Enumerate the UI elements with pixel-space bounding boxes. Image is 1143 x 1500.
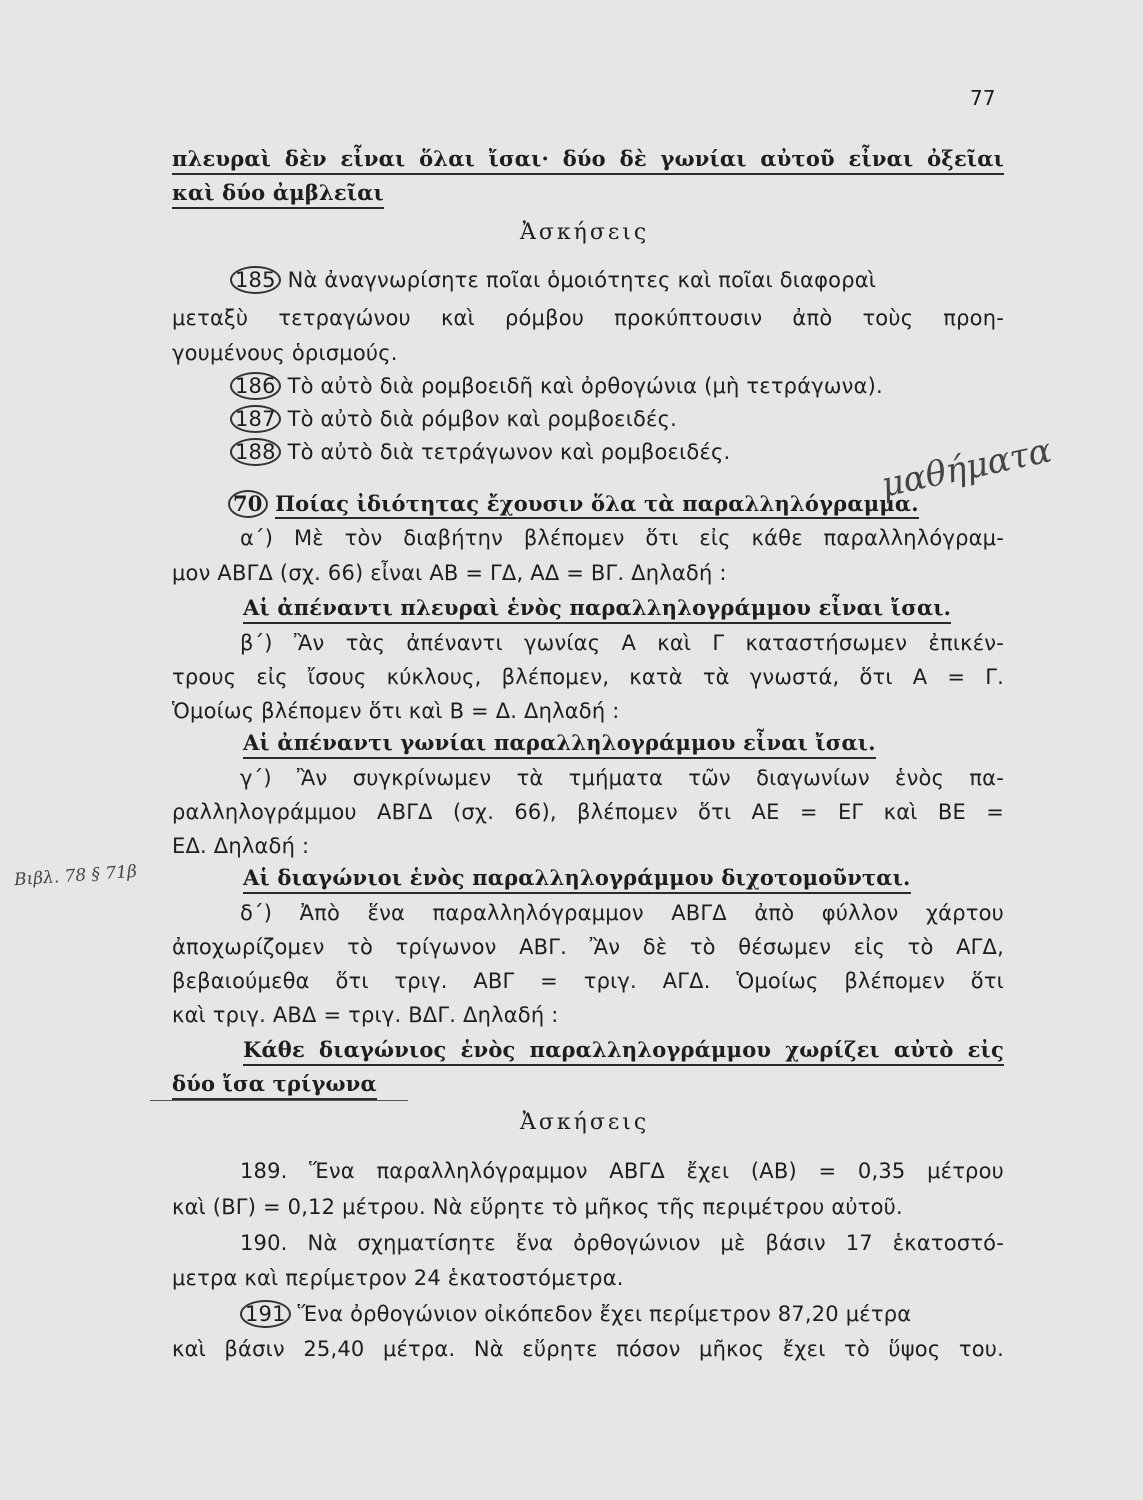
text-line: μεταξὺ τετραγώνου καὶ ρόμβου προκύπτουσιν ἀπὸ τοὺς προη- bbox=[172, 306, 1004, 330]
text-line: γ΄) Ἂν συγκρίνωμεν τὰ τμήματα τῶν διαγωνίων ἑνὸς πα- bbox=[240, 766, 1004, 790]
section-70-title bbox=[228, 490, 919, 518]
exercise-186 bbox=[230, 372, 883, 400]
pencil-stroke bbox=[150, 1100, 408, 1101]
text-line: ἀποχωρίζομεν τὸ τρίγωνον ΑΒΓ. Ἂν δὲ τὸ θέσωμεν εἰς τὸ ΑΓΔ, bbox=[172, 935, 1004, 959]
text-line: β΄) Ἂν τὰς ἀπέναντι γωνίας Α καὶ Γ καταστήσωμεν ἐπικέν- bbox=[240, 631, 1004, 655]
exercise-number: 186 bbox=[230, 372, 281, 400]
exercise-188 bbox=[230, 438, 730, 466]
page-number: 77 bbox=[970, 86, 996, 110]
text-line: Ὁμοίως βλέπομεν ὅτι καὶ Β = Δ. Δηλαδή : bbox=[172, 699, 620, 723]
exercise-number: 191 bbox=[240, 1300, 291, 1328]
exercise-number: 188 bbox=[230, 438, 281, 466]
text-line: μετρα καὶ περίμετρον 24 ἑκατοστόμετρα. bbox=[172, 1266, 624, 1290]
section-title: Ποίας ἰδιότητας ἔχουσιν ὅλα τὰ παραλληλόγραμμα. bbox=[275, 491, 919, 519]
rule-statement: δύο ἴσα τρίγωνα bbox=[172, 1071, 377, 1100]
exercise-number: 187 bbox=[230, 405, 281, 433]
exercise-text: Τὸ αὐτὸ διὰ ρομβοειδῆ καὶ ὀρθογώνια (μὴ τετράγωνα). bbox=[287, 374, 883, 398]
rule-statement: Κάθε διαγώνιος ἑνὸς παραλληλογράμμου χωρίζει αὐτὸ εἰς bbox=[243, 1037, 1004, 1066]
text-line: καὶ (ΒΓ) = 0,12 μέτρου. Νὰ εὕρητε τὸ μῆκος τῆς περιμέτρου αὐτοῦ. bbox=[172, 1195, 903, 1219]
text-line: 190. Νὰ σχηματίσητε ἕνα ὀρθογώνιον μὲ βάσιν 17 ἑκατοστό- bbox=[240, 1231, 1004, 1255]
section-heading: Ἀσκήσεις bbox=[520, 1110, 650, 1135]
text-line: ραλληλογράμμου ΑΒΓΔ (σχ. 66), βλέπομεν ὅτι ΑΕ = ΕΓ καὶ ΒΕ = bbox=[172, 800, 1004, 824]
text-line: καὶ βάσιν 25,40 μέτρα. Νὰ εὕρητε πόσον μῆκος ἔχει τὸ ὕψος του. bbox=[172, 1337, 1004, 1361]
section-heading: Ἀσκήσεις bbox=[520, 220, 650, 245]
text-line: 189. Ἕνα παραλληλόγραμμον ΑΒΓΔ ἔχει (ΑΒ) = 0,35 μέτρου bbox=[240, 1159, 1004, 1183]
handwritten-side-word: μαθήματα bbox=[877, 430, 1056, 506]
text-line: μον ΑΒΓΔ (σχ. 66) εἶναι ΑΒ = ΓΔ, ΑΔ = ΒΓ. Δηλαδή : bbox=[172, 561, 727, 585]
exercise-191 bbox=[240, 1300, 911, 1328]
text-line: γουμένους ὁρισμούς. bbox=[172, 341, 398, 365]
text-line: πλευραὶ δὲν εἶναι ὅλαι ἴσαι· δύο δὲ γωνίαι αὐτοῦ εἶναι ὀξεῖαι bbox=[172, 146, 1004, 175]
rule-statement: Αἱ ἀπέναντι πλευραὶ ἑνὸς παραλληλογράμμου εἶναι ἴσαι. bbox=[243, 595, 951, 624]
exercise-text: Νὰ ἀναγνωρίσητε ποῖαι ὁμοιότητες καὶ ποῖαι διαφοραὶ bbox=[287, 268, 877, 292]
text-line: α΄) Μὲ τὸν διαβήτην βλέπομεν ὅτι εἰς κάθε παραλληλόγραμ- bbox=[240, 526, 1004, 550]
exercise-text: Τὸ αὐτὸ διὰ τετράγωνον καὶ ρομβοειδές. bbox=[287, 440, 731, 464]
exercise-text: Τὸ αὐτὸ διὰ ρόμβον καὶ ρομβοειδές. bbox=[287, 407, 678, 431]
text-line: δ΄) Ἀπὸ ἕνα παραλληλόγραμμον ΑΒΓΔ ἀπὸ φύλλον χάρτου bbox=[240, 901, 1004, 925]
text-line: βεβαιούμεθα ὅτι τριγ. ΑΒΓ = τριγ. ΑΓΔ. Ὁμοίως βλέπομεν ὅτι bbox=[172, 969, 1004, 993]
exercise-185 bbox=[230, 266, 876, 294]
text-line: καὶ τριγ. ΑΒΔ = τριγ. ΒΔΓ. Δηλαδή : bbox=[172, 1003, 559, 1027]
text-line: ΕΔ. Δηλαδή : bbox=[172, 834, 310, 858]
section-number: 70 bbox=[228, 490, 268, 518]
exercise-text: Ἕνα ὀρθογώνιον οἰκόπεδον ἔχει περίμετρον 87,20 μέτρα bbox=[297, 1302, 912, 1326]
rule-statement: Αἱ ἀπέναντι γωνίαι παραλληλογράμμου εἶναι ἴσαι. bbox=[243, 730, 876, 759]
exercise-number: 185 bbox=[230, 266, 281, 294]
text-line: καὶ δύο ἀμβλεῖαι bbox=[172, 180, 384, 209]
exercise-187 bbox=[230, 405, 677, 433]
rule-statement: Αἱ διαγώνιοι ἑνὸς παραλληλογράμμου διχοτομοῦνται. bbox=[243, 865, 911, 894]
text-line: τρους εἰς ἴσους κύκλους, βλέπομεν, κατὰ τὰ γνωστά, ὅτι Α = Γ. bbox=[172, 665, 1004, 689]
handwritten-margin-note: Βιβλ. 78 § 71β bbox=[13, 861, 138, 891]
